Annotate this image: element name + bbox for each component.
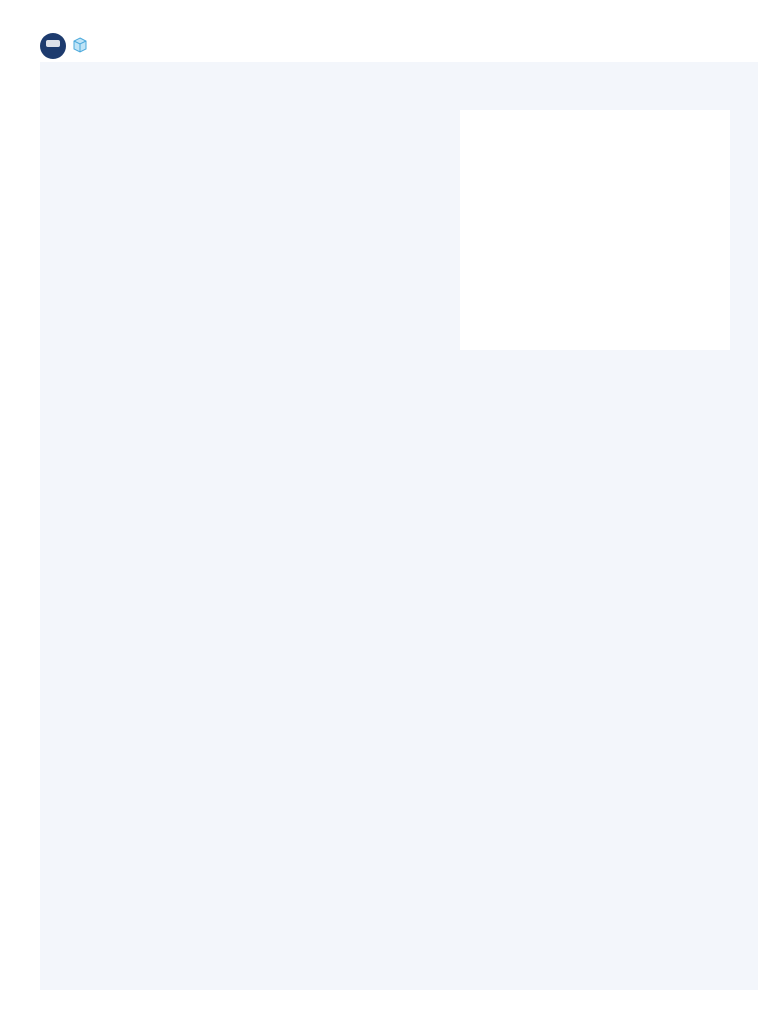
logo-mark (46, 40, 60, 47)
section-preview-panel (460, 110, 730, 350)
ipe-section-drawing (542, 158, 722, 348)
dlubal-logo (40, 33, 66, 59)
cube-icon (73, 37, 87, 53)
app-header (0, 0, 768, 62)
main-panel (40, 62, 758, 990)
